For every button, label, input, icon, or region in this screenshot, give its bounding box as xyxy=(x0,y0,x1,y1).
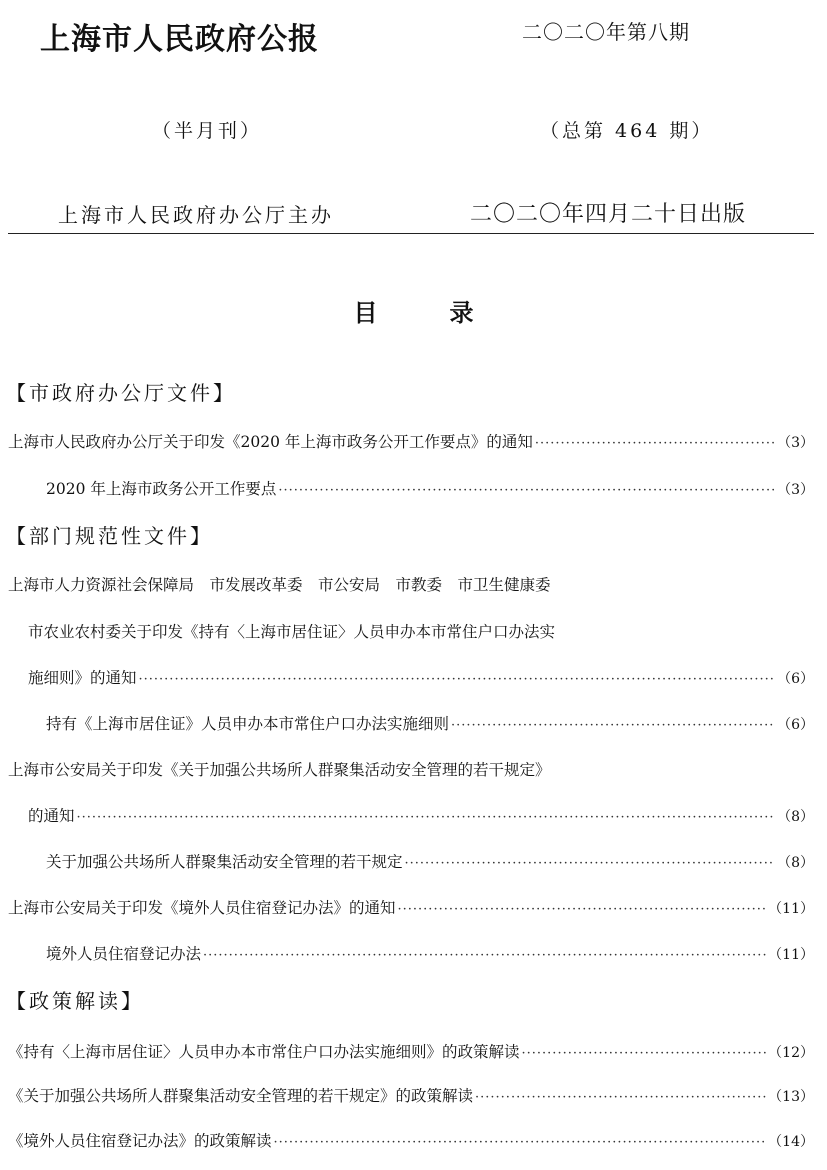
toc-title-char-2: 录 xyxy=(449,299,474,327)
toc-entry-page: （13） xyxy=(768,1089,814,1105)
toc-title-char-1: 目 xyxy=(353,299,378,327)
leader-dots xyxy=(398,902,767,917)
leader-dots xyxy=(77,810,776,825)
leader-dots xyxy=(535,436,775,451)
toc-entry-text: 施细则》的通知 xyxy=(28,669,137,687)
toc-entry-text: 《持有〈上海市居住证〉人员申办本市常住户口办法实施细则》的政策解读 xyxy=(8,1043,520,1061)
toc-entry[interactable] xyxy=(28,804,814,826)
sponsor: 上海市人民政府办公厅主办 xyxy=(58,203,334,227)
toc-entry[interactable] xyxy=(46,850,814,872)
leader-dots xyxy=(451,718,775,733)
publication-date: 二〇二〇年四月二十日出版 xyxy=(470,202,747,227)
section-heading-policy-interpretation: 【政策解读】 xyxy=(6,989,144,1013)
toc-entry-page: （11） xyxy=(768,947,814,963)
toc-entry-page: （11） xyxy=(768,901,814,917)
gazette-title: 上海市人民政府公报 xyxy=(40,22,319,57)
toc-entry-page: （3） xyxy=(777,435,814,451)
toc-entry[interactable] xyxy=(8,896,814,918)
toc-entry[interactable] xyxy=(46,942,814,964)
toc-entry-text: 上海市人民政府办公厅关于印发《2020 年上海市政务公开工作要点》的通知 xyxy=(8,433,533,451)
total-issue-number: （总第 464 期） xyxy=(540,120,714,142)
leader-dots xyxy=(405,856,776,871)
toc-entry-page: （8） xyxy=(777,855,814,871)
toc-entry-text: 关于加强公共场所人群聚集活动安全管理的若干规定 xyxy=(46,853,403,871)
header-divider xyxy=(8,233,814,234)
toc-entry-page: （6） xyxy=(777,717,814,733)
toc-entry-line: 上海市人力资源社会保障局 市发展改革委 市公安局 市教委 市卫生健康委 xyxy=(8,576,551,594)
section-heading-department-documents: 【部门规范性文件】 xyxy=(6,524,213,548)
toc-entry-text: 的通知 xyxy=(28,807,75,825)
toc-entry-page: （14） xyxy=(768,1134,814,1150)
toc-entry-text: 《境外人员住宿登记办法》的政策解读 xyxy=(8,1132,272,1150)
toc-entry-line: 上海市公安局关于印发《关于加强公共场所人群聚集活动安全管理的若干规定》 xyxy=(8,761,551,779)
toc-entry-page: （8） xyxy=(777,809,814,825)
toc-entry[interactable] xyxy=(8,430,814,452)
toc-title xyxy=(0,293,827,329)
toc-entry[interactable] xyxy=(46,712,814,734)
leader-dots xyxy=(522,1046,767,1061)
issue-number: 二〇二〇年第八期 xyxy=(522,20,690,44)
leader-dots xyxy=(278,483,775,498)
toc-entry-text: 境外人员住宿登记办法 xyxy=(46,945,202,963)
publication-frequency: （半月刊） xyxy=(152,120,263,142)
toc-entry-text: 2020 年上海市政务公开工作要点 xyxy=(46,480,277,498)
toc-entry[interactable] xyxy=(46,477,814,499)
leader-dots xyxy=(139,672,776,687)
toc-entry-line: 市农业农村委关于印发《持有〈上海市居住证〉人员申办本市常住户口办法实 xyxy=(28,623,556,641)
toc-entry-page: （12） xyxy=(768,1045,814,1061)
toc-entry[interactable] xyxy=(8,1084,814,1106)
toc-entry-text: 《关于加强公共场所人群聚集活动安全管理的若干规定》的政策解读 xyxy=(8,1087,474,1105)
toc-entry-text: 持有《上海市居住证》人员申办本市常住户口办法实施细则 xyxy=(46,715,450,733)
leader-dots xyxy=(203,948,766,963)
leader-dots xyxy=(274,1135,767,1150)
leader-dots xyxy=(475,1090,766,1105)
toc-entry[interactable] xyxy=(28,666,814,688)
toc-entry[interactable] xyxy=(8,1129,814,1151)
section-heading-municipal-office: 【市政府办公厅文件】 xyxy=(6,381,236,405)
toc-entry-text: 上海市公安局关于印发《境外人员住宿登记办法》的通知 xyxy=(8,899,396,917)
toc-entry[interactable] xyxy=(8,1040,814,1062)
toc-entry-page: （3） xyxy=(777,482,814,498)
toc-entry-page: （6） xyxy=(777,671,814,687)
